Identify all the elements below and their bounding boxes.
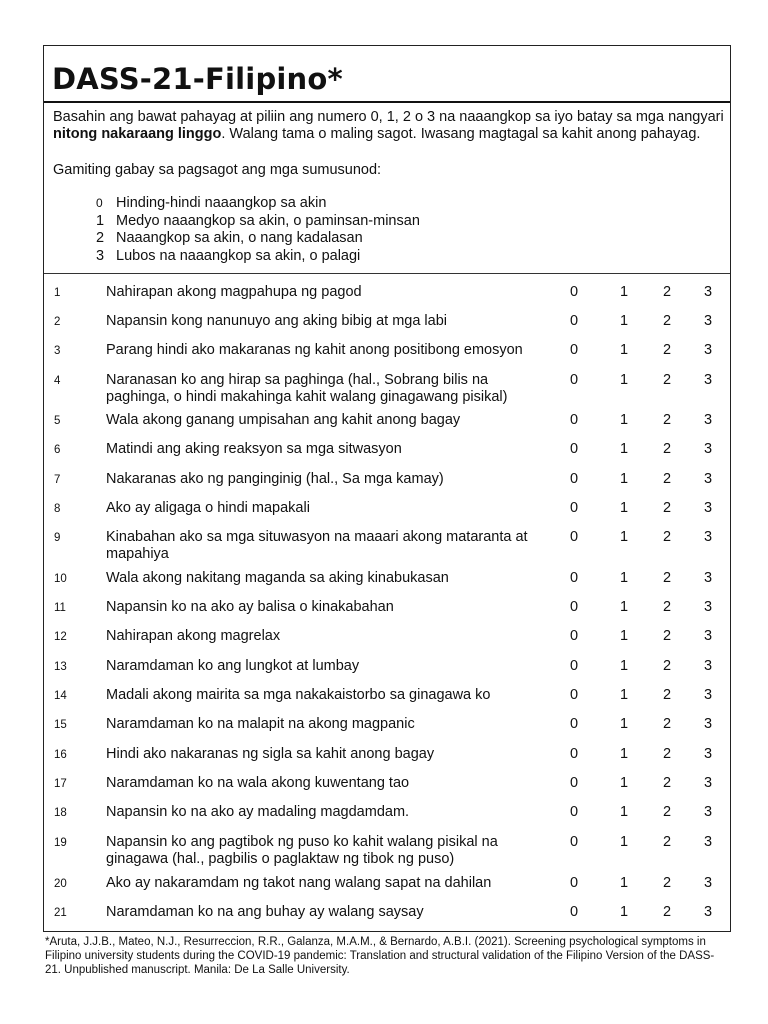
item-number: 14 [54,690,67,702]
item-statement: Nahirapan akong magpahupa ng pagod [106,284,362,300]
item-number: 2 [54,316,61,328]
rating-option-3[interactable]: 3 [704,746,713,762]
rating-option-1[interactable]: 1 [620,599,629,615]
rating-option-1[interactable]: 1 [620,372,629,388]
item-statement: Nahirapan akong magrelax [106,628,281,644]
scale-guide-text: Gamiting gabay sa pagsagot ang mga sumusunod: [53,162,382,178]
rating-option-2[interactable]: 2 [663,834,672,850]
rating-option-3[interactable]: 3 [704,875,713,891]
scale-label: Lubos na naaangkop sa akin, o palagi [116,247,361,264]
item-number: 12 [54,631,67,643]
item-statement: Wala akong ganang umpisahan ang kahit anong bagay [106,412,461,428]
rating-option-1[interactable]: 1 [620,500,629,516]
rating-option-3[interactable]: 3 [704,628,713,644]
rating-option-2[interactable]: 2 [663,804,672,820]
item-statement: Nakaranas ako ng panginginig (hal., Sa mga kamay) [106,471,444,487]
rating-option-2[interactable]: 2 [663,904,672,920]
item-number: 9 [54,532,61,544]
title-divider [44,101,730,103]
rating-option-0[interactable]: 0 [570,804,579,820]
rating-option-1[interactable]: 1 [620,471,629,487]
item-statement: Ako ay nakaramdam ng takot nang walang sapat na dahilan [106,875,492,891]
item-number: 13 [54,661,67,673]
item-number: 5 [54,415,61,427]
scale-key [96,195,420,265]
rating-option-0[interactable]: 0 [570,687,579,703]
rating-option-1[interactable]: 1 [620,284,629,300]
item-number: 10 [54,573,67,585]
rating-option-0[interactable]: 0 [570,412,579,428]
rating-option-2[interactable]: 2 [663,746,672,762]
item-statement: Naramdaman ko na ang buhay ay walang saysay [106,904,424,920]
scale-row [96,248,420,266]
rating-option-0[interactable]: 0 [570,904,579,920]
scale-value: 3 [96,247,105,264]
item-statement: Hindi ako nakaranas ng sigla sa kahit anong bagay [106,746,435,762]
rating-option-0[interactable]: 0 [570,284,579,300]
item-statement: Kinabahan ako sa mga situwasyon na maaari akong mataranta at mapahiya [106,529,528,562]
rating-option-3[interactable]: 3 [704,904,713,920]
rating-option-0[interactable]: 0 [570,372,579,388]
scale-label: Naaangkop sa akin, o nang kadalasan [116,230,363,246]
rating-option-3[interactable]: 3 [704,834,713,850]
scale-row [96,195,420,213]
rating-option-0[interactable]: 0 [570,775,579,791]
item-statement: Naramdaman ko ang lungkot at lumbay [106,658,360,674]
item-statement: Parang hindi ako makaranas ng kahit anong positibong emosyon [106,342,523,358]
rating-option-0[interactable]: 0 [570,500,579,516]
instructions-line1: Basahin ang bawat pahayag at piliin ang numero 0, 1, 2 o 3 na naaangkop sa iyo batay sa mga nangyari [53,109,724,125]
rating-option-3[interactable]: 3 [704,775,713,791]
rating-option-1[interactable]: 1 [620,834,629,850]
scale-label: Medyo naaangkop sa akin, o paminsan-minsan [116,212,420,229]
rating-option-0[interactable]: 0 [570,529,579,545]
rating-option-0[interactable]: 0 [570,570,579,586]
rating-option-2[interactable]: 2 [663,441,672,457]
item-statement: Naranasan ko ang hirap sa paghinga (hal., Sobrang bilis na paghinga, o hindi makahinga kahit walang ginagawang pisikal) [106,372,508,405]
rating-option-1[interactable]: 1 [620,412,629,428]
rating-option-2[interactable]: 2 [663,500,672,516]
rating-option-0[interactable]: 0 [570,342,579,358]
rating-option-3[interactable]: 3 [704,599,713,615]
rating-option-3[interactable]: 3 [704,441,713,457]
rating-option-0[interactable]: 0 [570,746,579,762]
item-number: 4 [54,375,61,387]
scale-row [96,230,420,248]
rating-option-0[interactable]: 0 [570,628,579,644]
scale-value: 0 [96,196,103,210]
scale-label: Hinding-hindi naaangkop sa akin [116,195,327,211]
item-number: 3 [54,345,61,357]
item-number: 8 [54,503,61,515]
rating-option-2[interactable]: 2 [663,599,672,615]
rating-option-2[interactable]: 2 [663,284,672,300]
rating-option-3[interactable]: 3 [704,471,713,487]
rating-option-3[interactable]: 3 [704,804,713,820]
rating-option-0[interactable]: 0 [570,441,579,457]
item-statement: Naramdaman ko na malapit na akong magpanic [106,716,415,732]
item-statement: Madali akong mairita sa mga nakakaistorbo sa ginagawa ko [106,687,491,703]
page-title: DASS-21-Filipino* [52,62,343,96]
scale-value: 2 [96,230,105,246]
rating-option-2[interactable]: 2 [663,716,672,732]
item-statement: Ako ay aligaga o hindi mapakali [106,500,310,516]
rating-option-1[interactable]: 1 [620,570,629,586]
item-statement: Napansin ko na ako ay balisa o kinakabahan [106,599,394,615]
item-statement: Napansin ko na ako ay madaling magdamdam. [106,804,410,820]
rating-option-1[interactable]: 1 [620,804,629,820]
rating-option-1[interactable]: 1 [620,441,629,457]
item-number: 19 [54,837,67,849]
rating-option-1[interactable]: 1 [620,628,629,644]
rating-option-1[interactable]: 1 [620,687,629,703]
item-number: 18 [54,807,67,819]
rating-option-0[interactable]: 0 [570,658,579,674]
rating-option-0[interactable]: 0 [570,875,579,891]
rating-option-2[interactable]: 2 [663,372,672,388]
scale-value: 1 [96,212,105,229]
rating-option-0[interactable]: 0 [570,716,579,732]
rating-option-3[interactable]: 3 [704,372,713,388]
rating-option-1[interactable]: 1 [620,746,629,762]
rating-option-2[interactable]: 2 [663,658,672,674]
rating-option-1[interactable]: 1 [620,313,629,329]
rating-option-3[interactable]: 3 [704,412,713,428]
rating-option-2[interactable]: 2 [663,412,672,428]
rating-option-1[interactable]: 1 [620,716,629,732]
rating-option-2[interactable]: 2 [663,529,672,545]
rating-option-2[interactable]: 2 [663,875,672,891]
item-statement: Napansin ko ang pagtibok ng puso ko kahit walang pisikal na ginagawa (hal., pagbilis o paglaktaw ng tibok ng puso) [106,834,498,867]
questionnaire-frame [43,45,731,932]
rating-option-1[interactable]: 1 [620,658,629,674]
footnote-citation: *Aruta, J.J.B., Mateo, N.J., Resurreccion, R.R., Galanza, M.A.M., & Bernardo, A.B.I. (2021). Screening psychological symptoms in Filipino university students during the COVID-19 pandemic: Translation and structural validation of the Filipino Version of the DASS-21. Unpublished manuscript. Manila: De La Salle University. [45,936,715,976]
rating-option-0[interactable]: 0 [570,834,579,850]
rating-option-3[interactable]: 3 [704,570,713,586]
item-statement: Napansin kong nanunuyo ang aking bibig at mga labi [106,313,447,329]
item-number: 16 [54,749,67,761]
rating-option-0[interactable]: 0 [570,471,579,487]
rating-option-3[interactable]: 3 [704,529,713,545]
rating-option-3[interactable]: 3 [704,658,713,674]
rating-option-2[interactable]: 2 [663,687,672,703]
item-number: 6 [54,444,61,456]
rating-option-2[interactable]: 2 [663,628,672,644]
item-number: 1 [54,287,61,299]
item-number: 15 [54,719,67,731]
item-statement: Matindi ang aking reaksyon sa mga sitwasyon [106,441,402,457]
rating-option-3[interactable]: 3 [704,284,713,300]
rating-option-0[interactable]: 0 [570,313,579,329]
rating-option-2[interactable]: 2 [663,471,672,487]
rating-option-2[interactable]: 2 [663,570,672,586]
instructions-line2: . Walang tama o maling sagot. Iwasang magtagal sa kahit anong pahayag. [221,126,701,142]
item-number: 7 [54,474,61,486]
rating-option-1[interactable]: 1 [620,875,629,891]
rating-option-3[interactable]: 3 [704,687,713,703]
item-number: 20 [54,878,67,890]
item-statement: Wala akong nakitang maganda sa aking kinabukasan [106,570,449,586]
rating-option-1[interactable]: 1 [620,775,629,791]
rating-option-3[interactable]: 3 [704,716,713,732]
scale-row [96,213,420,231]
rating-option-1[interactable]: 1 [620,342,629,358]
rating-option-1[interactable]: 1 [620,904,629,920]
rating-option-2[interactable]: 2 [663,313,672,329]
rating-option-1[interactable]: 1 [620,529,629,545]
rating-option-0[interactable]: 0 [570,599,579,615]
instructions-emphasis: nitong nakaraang linggo [53,126,222,142]
rating-option-2[interactable]: 2 [663,775,672,791]
item-number: 11 [54,602,66,614]
item-number: 17 [54,778,67,790]
rating-option-2[interactable]: 2 [663,342,672,358]
item-number: 21 [54,907,67,919]
rating-option-3[interactable]: 3 [704,342,713,358]
instructions [53,109,729,143]
item-statement: Naramdaman ko na wala akong kuwentang tao [106,775,410,791]
rating-option-3[interactable]: 3 [704,313,713,329]
rating-option-3[interactable]: 3 [704,500,713,516]
items-divider [44,273,730,274]
